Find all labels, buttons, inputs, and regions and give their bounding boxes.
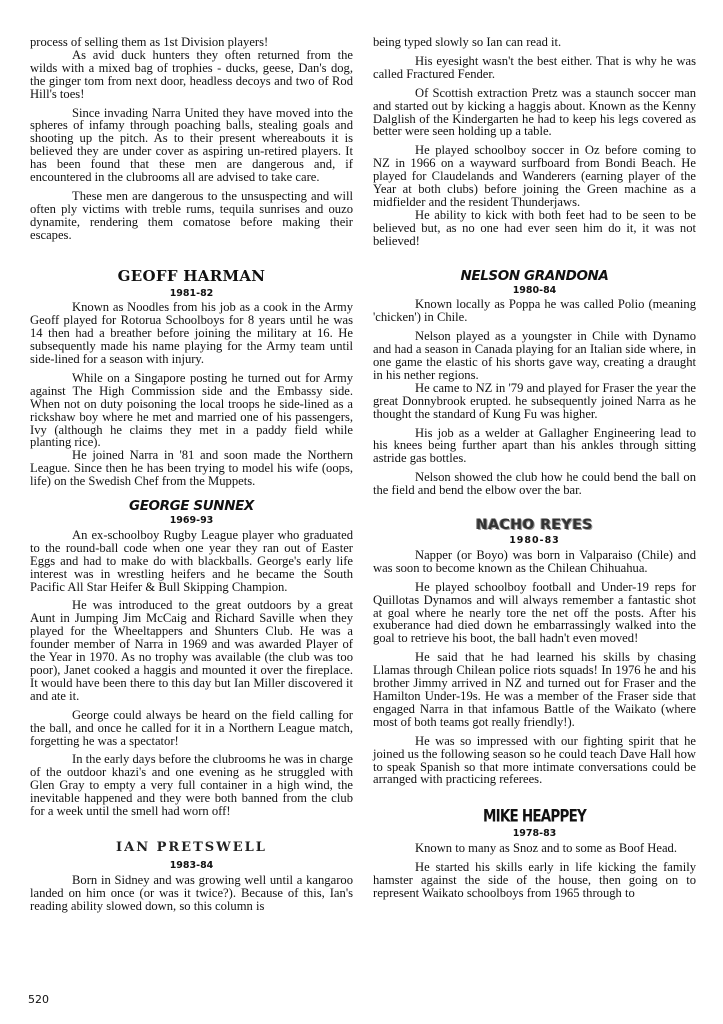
player-years: 1969-93: [169, 515, 214, 526]
player-heading-geoff-harman: GEOFF HARMAN: [117, 266, 266, 285]
body-paragraph: Napper (or Boyo) was born in Valparaiso (Chile) and was soon to become known as the Chilean Chihuahua.: [373, 547, 696, 575]
body-paragraph: While on a Singapore posting he turned out for Army against The High Commission side and the Embassy side. When not on duty poisoning the local troops he side-lined as a rickshaw boy where he met and married one of his passengers, Ivy (although he claims they met in a paddy field while planting rice).: [30, 370, 353, 450]
body-paragraph: process of selling them as 1st Division players!: [30, 35, 269, 49]
player-heading-nelson-grandona: NELSON GRANDONA: [460, 267, 609, 284]
player-years: 1980-84: [512, 284, 557, 296]
right-column: [373, 36, 696, 900]
body-paragraph: being typed slowly so Ian can read it.: [373, 35, 562, 49]
body-paragraph: He ability to kick with both feet had to be seen to be believed but, as no one had ever seen him do it, it was not believed!: [373, 207, 696, 248]
body-paragraph: He joined Narra in '81 and soon made the Northern League. Since then he has been trying to model his wife (oops, life) on the Swedish Chef from the Muppets.: [30, 448, 353, 489]
body-paragraph: George could always be heard on the field calling for the ball, and once he called for it in a Northern League match, forgetting he was a spectator!: [30, 707, 353, 748]
body-paragraph: He played schoolboy soccer in Oz before coming to NZ in 1966 on a wayward surfboard from Bondi Beach. He played for Claudelands and Wanderers (earning player of the Year at both clubs) before joining the Green machine as a midfielder and the resident Thunderjaws.: [373, 143, 696, 209]
player-heading-nacho-reyes: NACHO REYES: [476, 517, 593, 534]
body-paragraph: Born in Sidney and was growing well until a kangaroo landed on him once (or was it twice?). Because of this, Ian's reading ability slowed down, so this column is: [30, 872, 353, 913]
body-paragraph: In the early days before the clubrooms he was in charge of the outdoor khazi's and one evening as he struggled with Glen Gray to empty a very full container in a high wind, the inevitable happened and they were both banned from the club for a week until the smell had worn off!: [30, 752, 353, 819]
left-column: [30, 36, 353, 912]
body-paragraph: Known to many as Snoz and to some as Boof Head.: [415, 841, 677, 856]
player-heading-ian-pretswell: IAN PRETSWELL: [116, 839, 267, 855]
player-years: 1980-83: [509, 535, 560, 546]
body-paragraph: As avid duck hunters they often returned from the wilds with a mixed bag of trophies - ducks, geese, Dan's dog, the ginger tom from next door, headless decoys and two of Rod Hill's toes!: [30, 47, 353, 101]
player-years: 1983-84: [169, 859, 214, 871]
body-paragraph: Nelson showed the club how he could bend the ball on the field and bend the elbow over the bar.: [373, 470, 696, 498]
body-paragraph: Nelson played as a youngster in Chile with Dynamo and had a season in Canada playing for an Italian side where, in one game the elastic of his shorts gave way, creating a draught in his nether regions.: [373, 329, 696, 382]
body-paragraph: Known as Noodles from his job as a cook in the Army Geoff played for Rotorua Schoolboys for 8 years until he was 14 then had a breather before joining the military at 16. He subsequently made his name playing for the Army team until side-lined for a season with injury.: [30, 300, 353, 367]
body-paragraph: Since invading Narra United they have moved into the spheres of infamy through poaching balls, stealing goals and shooting up the pitch. As to their present whereabouts it is believed they are under cover as aspiring un-retired players. It has been found that these men are dangerous and, if encountered in the clubrooms all are advised to take care.: [30, 105, 353, 185]
body-paragraph: He was introduced to the great outdoors by a great Aunt in Jumping Jim McCaig and Richard Saville when they played for the Wheeltappers and Shunters Club. He was a founder member of Narra in 1969 and was awarded Player of the Year in 1970. As no trophy was available (the club was too poor), Janet cooked a haggis and mounted it over the fireplace. It would have been there to this day but Ian Miller discovered it and ate it.: [30, 598, 353, 703]
body-paragraph: These men are dangerous to the unsuspecting and will often ply victims with treble rums, tequila sunrises and ouzo dynamite, rendering them comatose before making their escapes.: [30, 188, 353, 242]
body-paragraph: He came to NZ in '79 and played for Fraser the year the great Donnybrook erupted. he subsequently joined Narra as he thought the standard of Kung Fu was higher.: [373, 380, 696, 421]
body-paragraph: Known locally as Poppa he was called Polio (meaning 'chicken') in Chile.: [373, 297, 696, 325]
page-number: 520: [28, 993, 49, 1006]
body-paragraph: He said that he had learned his skills by chasing Llamas through Chilean police riots squads! In 1976 he and his brother Jimmy arrived in NZ and turned out for Fraser and the Hamilton Under-19s. He was a member of the Fraser side that engaged Narra in that infamous Battle of the Waikato (where most of both teams got really friendly!).: [373, 650, 696, 729]
body-paragraph: Of Scottish extraction Pretz was a staunch soccer man and started out by kicking a haggis about. Known as the Kenny Dalglish of the Kindergarten he had to keep his legs covered as better were seen holding up a table.: [373, 85, 696, 139]
body-paragraph: He played schoolboy football and Under-19 reps for Quillotas Dynamos and will always remember a fantastic shot at goal where he nearly tore the net off the posts. After his exuberance had died down he embarrassingly walked into the goal to retrieve his boot, the ball hadn't even moved!: [373, 579, 696, 646]
player-heading-mike-heappey: MIKE HEAPPEY: [483, 805, 586, 827]
body-paragraph: His job as a welder at Gallagher Engineering lead to his knees being further apart than his ankles through sitting astride gas bottles.: [373, 425, 696, 466]
player-years: 1978-83: [512, 828, 557, 840]
body-paragraph: He started his skills early in life kicking the family hamster against the side of the house, then going on to represent Waikato schoolboys from 1965 through to: [373, 860, 696, 900]
body-paragraph: An ex-schoolboy Rugby League player who graduated to the round-ball code when one year they ran out of Easter Eggs and had to make do with blackballs. George's early life interest was in wrestling heifers and he became the South Pacific All Star Heifer & Bull Skipping Champion.: [30, 527, 353, 594]
body-paragraph: His eyesight wasn't the best either. That is why he was called Fractured Fender.: [373, 53, 696, 81]
player-heading-george-sunnex: GEORGE SUNNEX: [129, 498, 254, 515]
body-paragraph: He was so impressed with our fighting spirit that he joined us the following season so he could teach Dave Hall how to speak Spanish so that more intimate conversations could be arranged with practicing referees.: [373, 733, 696, 787]
player-years: 1981-82: [169, 287, 214, 299]
